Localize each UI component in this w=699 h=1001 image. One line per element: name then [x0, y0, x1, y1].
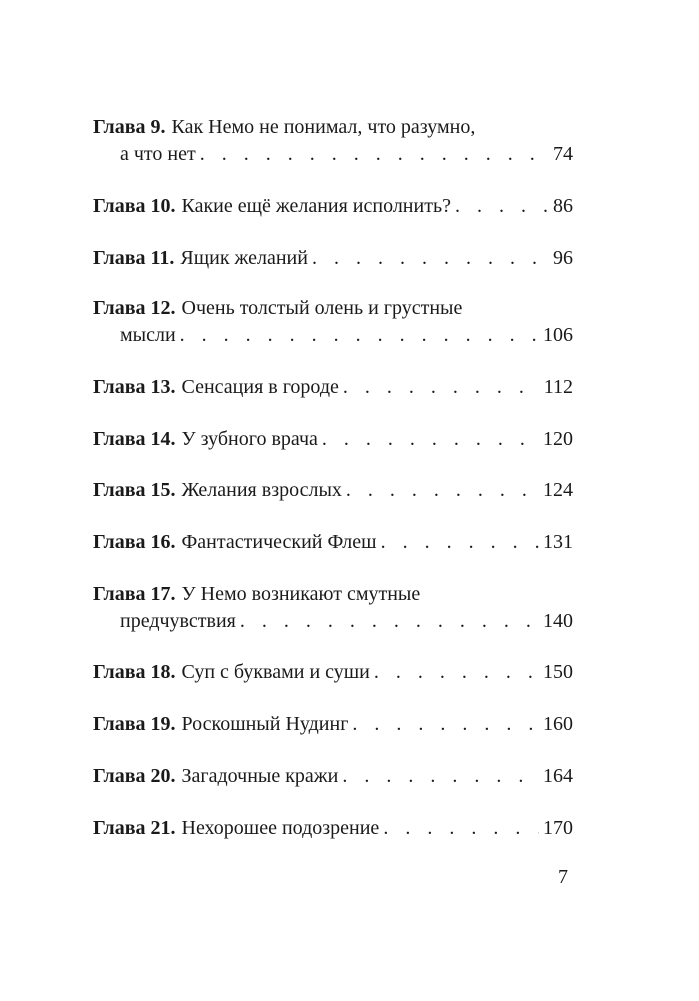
- dot-leader: [346, 477, 539, 504]
- dot-leader: [200, 141, 549, 168]
- toc-line: [93, 763, 573, 790]
- dot-leader: [312, 245, 549, 272]
- chapter-label: Глава 14.: [93, 428, 176, 450]
- chapter-page: 140: [543, 610, 573, 632]
- toc-line: [93, 608, 573, 635]
- toc-line: [93, 141, 573, 168]
- dot-leader: [180, 322, 539, 349]
- chapter-title: Желания взрослых: [181, 479, 342, 501]
- chapter-label: Глава 19.: [93, 713, 176, 735]
- chapter-title: Как Немо не понимал, что разумно,: [171, 116, 476, 138]
- toc-entry: [93, 529, 573, 556]
- chapter-page: 86: [553, 195, 573, 217]
- toc-entry: [93, 581, 573, 635]
- dot-leader: [383, 815, 539, 842]
- toc-entry: [93, 477, 573, 504]
- toc-entry: [93, 659, 573, 686]
- toc-line: [93, 659, 573, 686]
- chapter-label: Глава 13.: [93, 376, 176, 398]
- dot-leader: [342, 763, 539, 790]
- chapter-page: 164: [543, 765, 573, 787]
- chapter-label: Глава 10.: [93, 195, 176, 217]
- toc-entry: [93, 114, 573, 168]
- chapter-page: 170: [543, 817, 573, 839]
- chapter-label: Глава 11.: [93, 247, 175, 269]
- chapter-page: 160: [543, 713, 573, 735]
- toc-line: [93, 374, 573, 401]
- dot-leader: [343, 374, 540, 401]
- chapter-page: 112: [543, 376, 573, 398]
- chapter-title: Суп с буквами и суши: [181, 661, 370, 683]
- toc-entry: [93, 295, 573, 349]
- toc-line: [93, 529, 573, 556]
- chapter-page: 150: [543, 661, 573, 683]
- chapter-page: 106: [543, 324, 573, 346]
- toc-entry: [93, 815, 573, 842]
- toc-entry: [93, 763, 573, 790]
- chapter-page: 96: [553, 247, 573, 269]
- page-number: 7: [558, 866, 568, 888]
- chapter-title: Загадочные кражи: [181, 765, 339, 787]
- chapter-title: Ящик желаний: [180, 247, 308, 269]
- chapter-label: Глава 17.: [93, 583, 176, 605]
- toc-line: [93, 815, 573, 842]
- chapter-title: Роскошный Нудинг: [181, 713, 349, 735]
- dot-leader: [455, 193, 549, 220]
- toc-entry: [93, 245, 573, 272]
- dot-leader: [374, 659, 539, 686]
- chapter-label: Глава 20.: [93, 765, 176, 787]
- dot-leader: [240, 608, 539, 635]
- chapter-title: У зубного врача: [181, 428, 318, 450]
- toc-line: [93, 245, 573, 272]
- toc-entry: [93, 711, 573, 738]
- chapter-title-continued: а что нет: [120, 143, 196, 165]
- chapter-title: У Немо возникают смутные: [181, 583, 421, 605]
- dot-leader: [352, 711, 539, 738]
- chapter-page: 131: [543, 531, 573, 553]
- toc-line: [93, 581, 573, 608]
- toc-line: [93, 322, 573, 349]
- chapter-title: Какие ещё желания исполнить?: [181, 195, 451, 217]
- chapter-label: Глава 9.: [93, 116, 166, 138]
- chapter-label: Глава 12.: [93, 297, 176, 319]
- chapter-title: Сенсация в городе: [181, 376, 339, 398]
- toc-entry: [93, 193, 573, 220]
- chapter-title-continued: предчувствия: [120, 610, 236, 632]
- chapter-title: Нехорошее подозрение: [181, 817, 380, 839]
- toc-line: [93, 426, 573, 453]
- dot-leader: [322, 426, 539, 453]
- toc-line: [93, 295, 573, 322]
- chapter-label: Глава 18.: [93, 661, 176, 683]
- chapter-page: 120: [543, 428, 573, 450]
- chapter-title-continued: мысли: [120, 324, 176, 346]
- chapter-label: Глава 21.: [93, 817, 176, 839]
- toc-entry: [93, 374, 573, 401]
- chapter-label: Глава 16.: [93, 531, 176, 553]
- toc-entry: [93, 426, 573, 453]
- chapter-label: Глава 15.: [93, 479, 176, 501]
- toc-line: [93, 193, 573, 220]
- toc-line: [93, 477, 573, 504]
- chapter-title: Очень толстый олень и грустные: [181, 297, 463, 319]
- toc-line: [93, 711, 573, 738]
- chapter-title: Фантастический Флеш: [181, 531, 377, 553]
- chapter-page: 124: [543, 479, 573, 501]
- chapter-page: 74: [553, 143, 573, 165]
- dot-leader: [381, 529, 539, 556]
- toc-line: [93, 114, 573, 141]
